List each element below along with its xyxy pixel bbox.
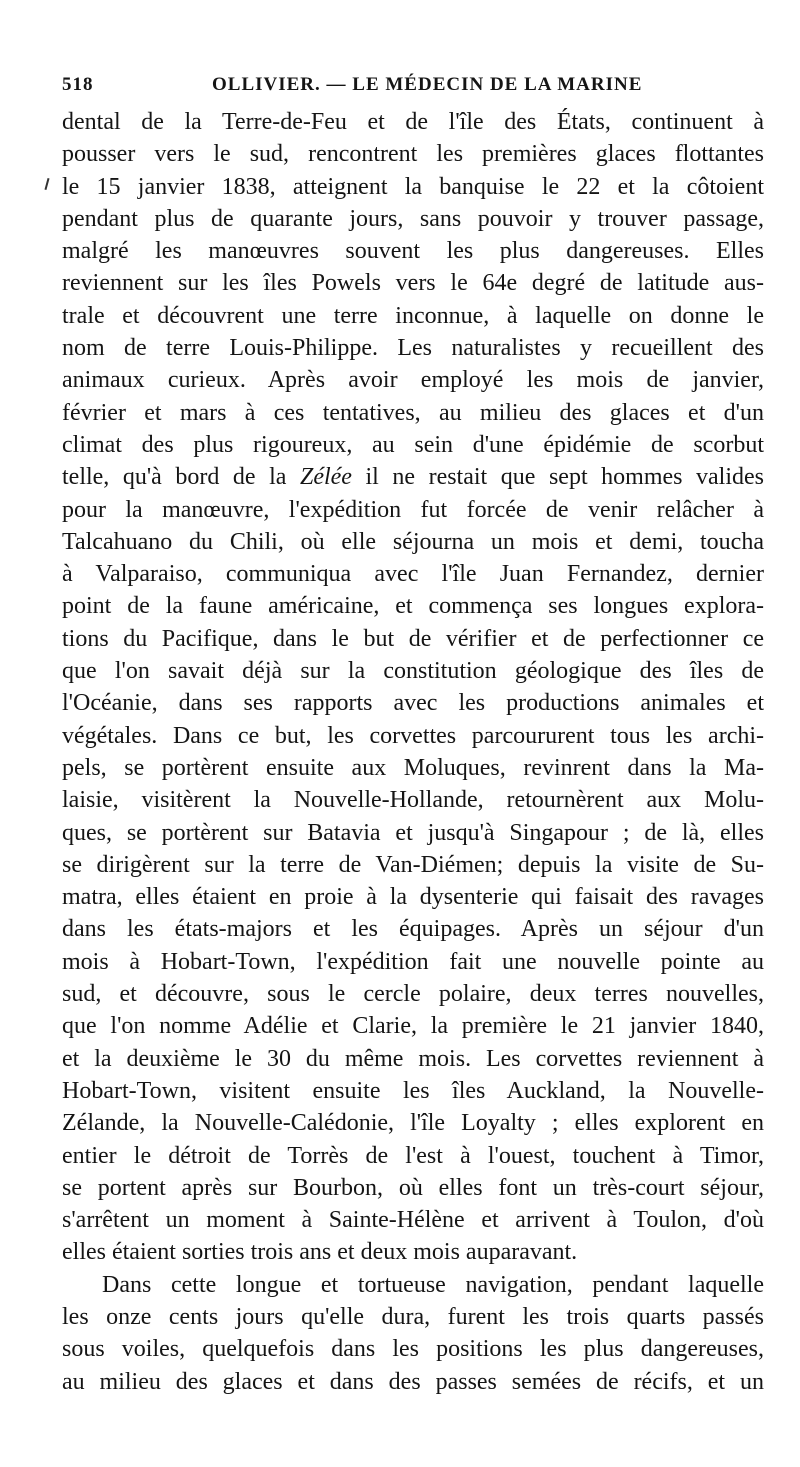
- text-line: sud, et découvre, sous le cercle polaire, deux terres nouvelles,: [62, 981, 764, 1008]
- text-line-paragraph-start: Dans cette longue et tortueuse navigation, pendant laquelle: [102, 1271, 764, 1298]
- text-line: entier le détroit de Torrès de l'est à l'ouest, touchent à Timor,: [62, 1142, 764, 1169]
- text-segment: telle, qu'à bord de la: [62, 464, 300, 491]
- text-line: Talcahuano du Chili, où elle séjourna un mois et demi, toucha: [62, 528, 764, 555]
- text-line: malgré les manœuvres souvent les plus dangereuses. Elles: [62, 238, 764, 265]
- text-line: dental de la Terre-de-Feu et de l'île des États, continuent à: [62, 109, 764, 135]
- text-line: trale et découvrent une terre inconnue, à laquelle on donne le: [62, 302, 764, 329]
- text-line: pour la manœuvre, l'expédition fut forcée de venir relâcher à: [62, 496, 764, 523]
- text-line: pousser vers le sud, rencontrent les premières glaces flottantes: [62, 141, 764, 168]
- ship-name: Zélée: [299, 464, 352, 491]
- text-line: reviennent sur les îles Powels vers le 64e degré de latitude aus-: [62, 270, 764, 297]
- text-line: se dirigèrent sur la terre de Van-Diémen; depuis la visite de Su-: [62, 851, 764, 878]
- text-segment: il ne restait que sept hommes valides: [351, 464, 764, 491]
- text-line: se portent après sur Bourbon, où elles font un très-court séjour,: [62, 1174, 764, 1201]
- text-line-zelee: [62, 461, 764, 493]
- text-line: végétales. Dans ce but, les corvettes parcoururent tous les archi-: [62, 722, 764, 749]
- text-line-paragraph-end: elles étaient sorties trois ans et deux mois auparavant.: [62, 1239, 578, 1266]
- margin-mark: [44, 178, 49, 190]
- text-line: climat des plus rigoureux, au sein d'une épidémie de scorbut: [62, 431, 764, 458]
- text-line: que l'on nomme Adélie et Clarie, la première le 21 janvier 1840,: [62, 1013, 764, 1040]
- text-line: le 15 janvier 1838, atteignent la banquise le 22 et la côtoient: [62, 173, 764, 200]
- running-title: OLLIVIER. — LE MÉDECIN DE LA MARINE: [212, 74, 643, 95]
- text-line: ques, se portèrent sur Batavia et jusqu'à Singapour ; de là, elles: [62, 819, 764, 846]
- body-text: [62, 106, 764, 1398]
- text-line: Zélande, la Nouvelle-Calédonie, l'île Loyalty ; elles explorent en: [62, 1110, 764, 1137]
- text-line: point de la faune américaine, et commença ses longues explora-: [62, 593, 764, 620]
- page-number: 518: [62, 74, 94, 95]
- text-line: mois à Hobart-Town, l'expédition fait une nouvelle pointe au: [62, 948, 764, 975]
- text-line: au milieu des glaces et dans des passes semées de récifs, et un: [62, 1368, 764, 1395]
- text-line: à Valparaiso, communiqua avec l'île Juan Fernandez, dernier: [62, 561, 764, 588]
- text-line: tions du Pacifique, dans le but de vérifier et de perfectionner ce: [62, 625, 764, 652]
- text-line: février et mars à ces tentatives, au milieu des glaces et d'un: [62, 399, 764, 426]
- page-header: [62, 70, 762, 100]
- text-line: Hobart-Town, visitent ensuite les îles Auckland, la Nouvelle-: [62, 1077, 764, 1104]
- text-line: que l'on savait déjà sur la constitution géologique des îles de: [62, 658, 764, 685]
- text-line: s'arrêtent un moment à Sainte-Hélène et arrivent à Toulon, d'où: [62, 1207, 764, 1234]
- text-line: laisie, visitèrent la Nouvelle-Hollande, retournèrent aux Molu-: [62, 787, 764, 814]
- text-line: pendant plus de quarante jours, sans pouvoir y trouver passage,: [62, 205, 764, 232]
- text-line: les onze cents jours qu'elle dura, furent les trois quarts passés: [62, 1303, 764, 1330]
- text-line: l'Océanie, dans ses rapports avec les productions animales et: [62, 690, 764, 717]
- text-line: nom de terre Louis-Philippe. Les naturalistes y recueillent des: [62, 335, 764, 362]
- text-line: sous voiles, quelquefois dans les positions les plus dangereuses,: [62, 1336, 764, 1363]
- text-line: matra, elles étaient en proie à la dysenterie qui faisait des ravages: [62, 884, 764, 911]
- text-line: pels, se portèrent ensuite aux Moluques, revinrent dans la Ma-: [62, 754, 764, 781]
- text-line: et la deuxième le 30 du même mois. Les corvettes reviennent à: [62, 1045, 764, 1072]
- text-line: animaux curieux. Après avoir employé les mois de janvier,: [62, 367, 764, 394]
- text-line: dans les états-majors et les équipages. Après un séjour d'un: [62, 916, 764, 943]
